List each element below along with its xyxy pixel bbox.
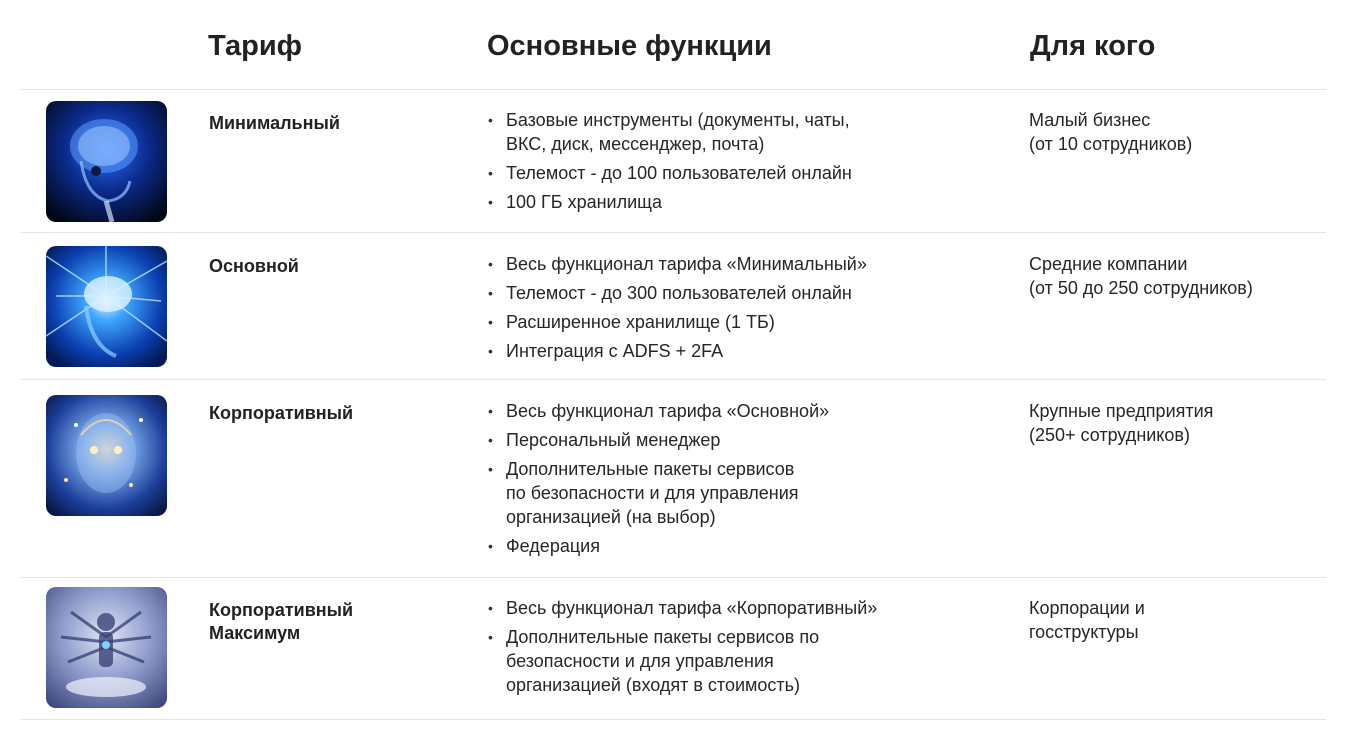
brain-xray-icon [46,101,167,222]
features-list [488,252,908,368]
list-item: • Телемост - до 300 пользователей онлайн [488,281,908,305]
list-item: • Персональный менеджер [488,428,908,452]
cosmic-head-icon [46,395,167,516]
audience-text: Крупные предприятия (250+ сотрудников) [1029,401,1214,445]
audience-text: Малый бизнес (от 10 сотрудников) [1029,110,1193,154]
list-item: • Расширенное хранилище (1 ТБ) [488,310,908,334]
header-audience: Для кого [1030,30,1156,62]
tariff-name: Основной [209,256,299,276]
tariff-name: Корпоративный [209,403,354,423]
list-item: • Дополнительные пакеты сервисов по безопасности и для управления организацией (входят в стоимость) [488,625,908,697]
list-item: • Интеграция с ADFS + 2FA [488,339,908,363]
header-features: Основные функции [487,30,772,62]
list-item: • Федерация [488,534,908,558]
features-list [488,596,908,702]
features-list [488,108,908,219]
list-item: • Телемост - до 100 пользователей онлайн [488,161,908,185]
brain-glow-icon [46,246,167,367]
multi-armed-figure-icon [46,587,167,708]
list-item: • 100 ГБ хранилища [488,190,908,214]
list-item: • Весь функционал тарифа «Основной» [488,399,908,423]
table-header [0,30,1345,70]
tariff-name: Минимальный [209,113,340,133]
audience-text: Средние компании (от 50 до 250 сотрудников) [1029,254,1253,298]
row-divider [20,379,1326,380]
tariff-name: Корпоративный Максимум [209,600,354,643]
row-divider [20,719,1326,720]
header-tariff: Тариф [208,30,303,62]
row-divider [20,577,1326,578]
list-item: • Дополнительные пакеты сервисов по безопасности и для управления организацией (на выбор) [488,457,908,529]
row-divider [20,232,1326,233]
row-divider [20,89,1326,90]
audience-text: Корпорации и госструктуры [1029,598,1145,642]
features-list [488,399,908,563]
list-item: • Весь функционал тарифа «Корпоративный» [488,596,908,620]
list-item: • Базовые инструменты (документы, чаты, ВКС, диск, мессенджер, почта) [488,108,908,156]
list-item: • Весь функционал тарифа «Минимальный» [488,252,908,276]
